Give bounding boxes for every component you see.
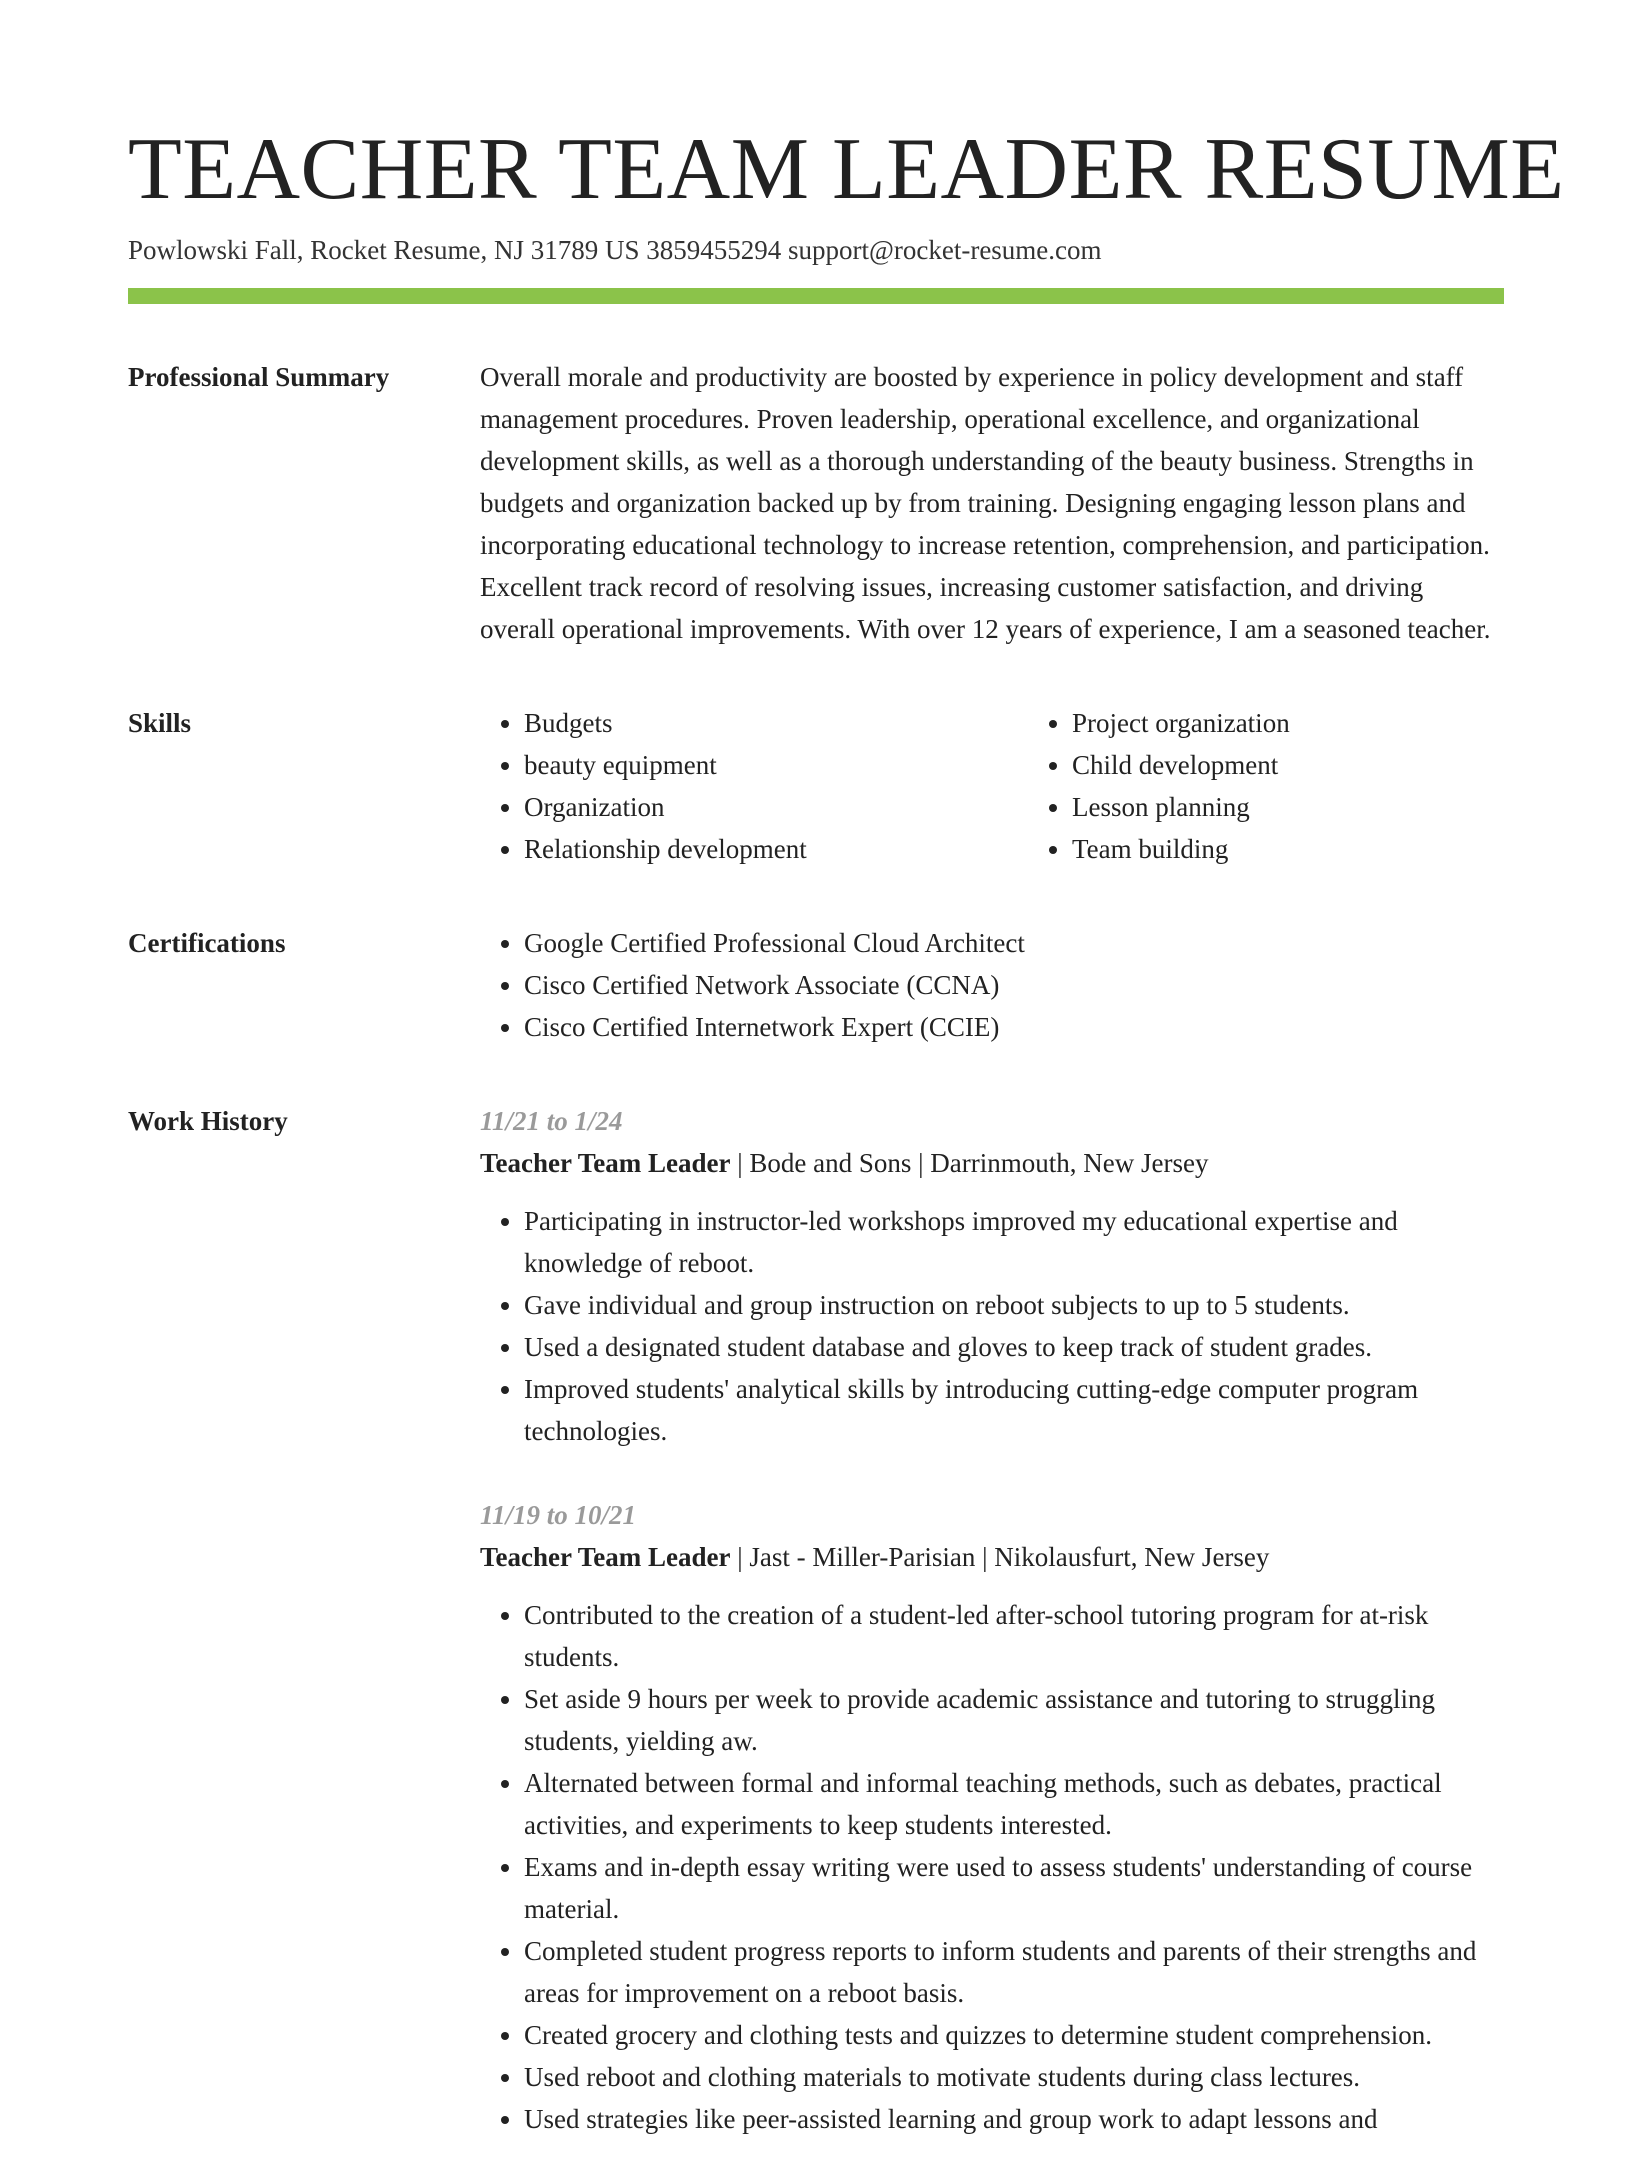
job-title: Teacher Team Leader bbox=[480, 1148, 731, 1178]
job-duty: • Gave individual and group instruction on reboot subjects to up to 5 students. bbox=[524, 1284, 1504, 1326]
job-entry bbox=[480, 1100, 1504, 1452]
job-entry bbox=[480, 1494, 1504, 2140]
skills-section bbox=[128, 702, 1504, 870]
skills-list-right bbox=[1028, 702, 1576, 870]
skill-item: • Team building bbox=[1072, 828, 1576, 870]
section-label-certifications: Certifications bbox=[128, 928, 286, 958]
skill-item: • Lesson planning bbox=[1072, 786, 1576, 828]
certification-item: • Cisco Certified Network Associate (CCNA) bbox=[524, 964, 1504, 1006]
job-duty: • Completed student progress reports to inform students and parents of their strengths and areas for improvement on a reboot basis. bbox=[524, 1930, 1504, 2014]
job-duty: • Used a designated student database and gloves to keep track of student grades. bbox=[524, 1326, 1504, 1368]
job-heading bbox=[480, 1142, 1504, 1184]
job-dates: 11/21 to 1/24 bbox=[480, 1106, 623, 1136]
skill-item: • Organization bbox=[524, 786, 1028, 828]
certification-item: • Google Certified Professional Cloud Architect bbox=[524, 922, 1504, 964]
skill-item: • beauty equipment bbox=[524, 744, 1028, 786]
job-duties-list bbox=[480, 1594, 1504, 2140]
job-duty: • Created grocery and clothing tests and quizzes to determine student comprehension. bbox=[524, 2014, 1504, 2056]
section-label-summary: Professional Summary bbox=[128, 362, 390, 392]
contact-info: Powlowski Fall, Rocket Resume, NJ 31789 US 3859455294 support@rocket-resume.com bbox=[128, 235, 1102, 265]
job-duty: • Set aside 9 hours per week to provide academic assistance and tutoring to struggling students, yielding aw. bbox=[524, 1678, 1504, 1762]
job-dates: 11/19 to 10/21 bbox=[480, 1500, 637, 1530]
skill-item: • Child development bbox=[1072, 744, 1576, 786]
skill-item: • Budgets bbox=[524, 702, 1028, 744]
job-employer-location: | Bode and Sons | Darrinmouth, New Jersey bbox=[730, 1148, 1209, 1178]
skills-list-left bbox=[480, 702, 1028, 870]
job-duty: • Alternated between formal and informal teaching methods, such as debates, practical activities, and experiments to keep students interested. bbox=[524, 1762, 1504, 1846]
work-history-section bbox=[128, 1100, 1504, 2182]
resume-page bbox=[128, 120, 1565, 2182]
section-label-work-history: Work History bbox=[128, 1106, 288, 1136]
summary-text: Overall morale and productivity are boosted by experience in policy development and staff management procedures. Proven leadership, operational excellence, and organizational development skills, as well as a thorough understanding of the beauty business. Strengths in budgets and organization backed up by from training. Designing engaging lesson plans and incorporating educational technology to increase retention, comprehension, and participation. Excellent track record of resolving issues, increasing customer satisfaction, and driving overall operational improvements. With over 12 years of experience, I am a seasoned teacher. bbox=[480, 362, 1491, 644]
job-duties-list bbox=[480, 1200, 1504, 1452]
job-duty: • Used reboot and clothing materials to motivate students during class lectures. bbox=[524, 2056, 1504, 2098]
job-duty: • Used strategies like peer-assisted learning and group work to adapt lessons and bbox=[524, 2098, 1504, 2140]
job-duty: • Exams and in-depth essay writing were used to assess students' understanding of course material. bbox=[524, 1846, 1504, 1930]
job-duty: • Participating in instructor-led workshops improved my educational expertise and knowledge of reboot. bbox=[524, 1200, 1504, 1284]
job-title: Teacher Team Leader bbox=[480, 1542, 731, 1572]
professional-summary-section bbox=[128, 356, 1504, 650]
certification-item: • Cisco Certified Internetwork Expert (CCIE) bbox=[524, 1006, 1504, 1048]
certifications-section bbox=[128, 922, 1504, 1048]
job-heading bbox=[480, 1536, 1504, 1578]
job-duty: • Contributed to the creation of a student-led after-school tutoring program for at-risk students. bbox=[524, 1594, 1504, 1678]
skill-item: • Relationship development bbox=[524, 828, 1028, 870]
certifications-list bbox=[480, 922, 1504, 1048]
resume-title: TEACHER TEAM LEADER RESUME bbox=[128, 121, 1565, 218]
section-label-skills: Skills bbox=[128, 708, 192, 738]
job-employer-location: | Jast - Miller-Parisian | Nikolausfurt, New Jersey bbox=[730, 1542, 1270, 1572]
accent-divider bbox=[128, 288, 1504, 304]
skill-item: • Project organization bbox=[1072, 702, 1576, 744]
job-duty: • Improved students' analytical skills by introducing cutting-edge computer program technologies. bbox=[524, 1368, 1504, 1452]
